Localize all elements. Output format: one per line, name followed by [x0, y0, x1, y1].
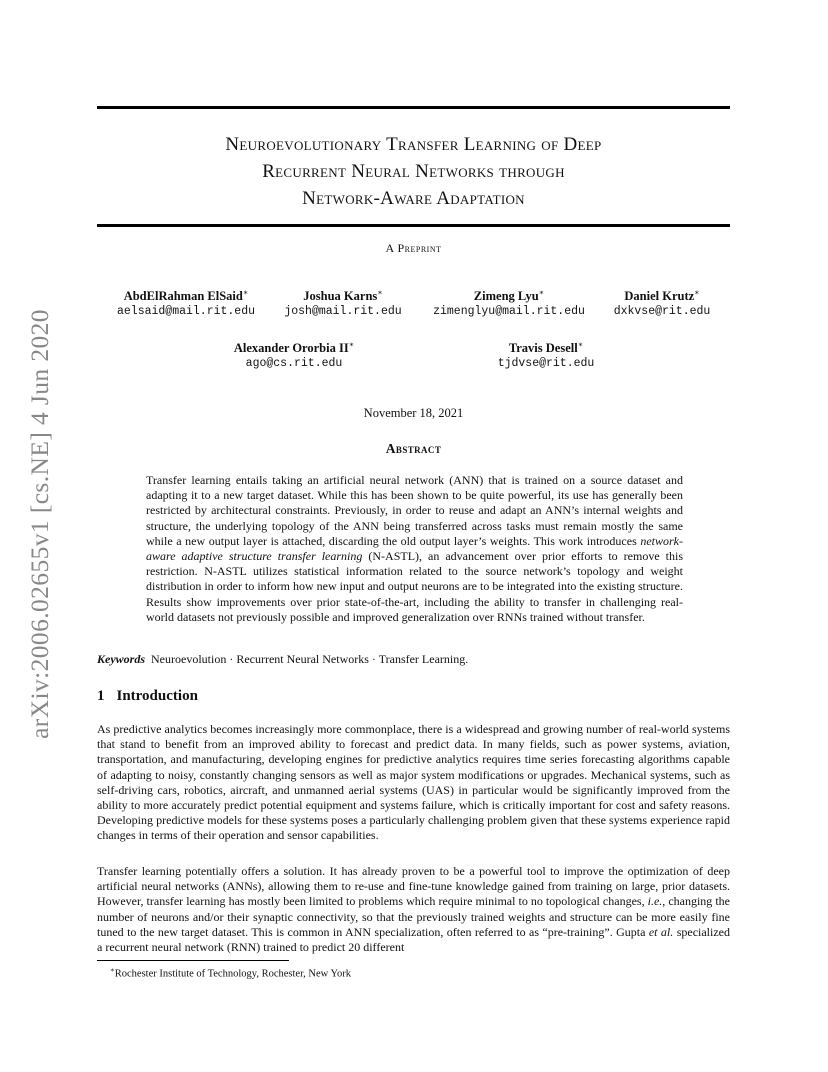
arxiv-identifier: arXiv:2006.02655v1 [cs.NE] 4 Jun 2020 [25, 309, 54, 739]
section-title: Introduction [116, 688, 198, 704]
title-bottom-rule [97, 224, 730, 227]
author-block [117, 285, 255, 320]
section-number: 1 [97, 688, 105, 704]
preprint-label: A Preprint [385, 241, 442, 255]
author-name: Daniel Krutz∗ [624, 288, 700, 304]
author-block [614, 285, 711, 320]
section-heading [97, 688, 198, 705]
author-name: Joshua Karns∗ [303, 288, 383, 304]
title-line: Neuroevolutionary Transfer Learning of Deep [225, 134, 602, 155]
title-top-rule [97, 106, 730, 109]
body-paragraph: As predictive analytics becomes increasingly more commonplace, there is a widespread and growing number of real-world systems that stand to benefit from an improved ability to forecast and predict data. In many fields, such as power systems, aviation, transportation, and manufacturing, developing engines for predictive analytics requires time series forecasting algorithms capable of adapting to noisy, constantly changing sensors as well as major system modifications or upgrades. Mechanical systems, such as self-driving cars, robotics, aircraft, and unmanned aerial systems (UAS) in particular would be significantly improved from the ability to more accurately predict potential equipment and systems failure, which is critically important for cost and safety reasons. Developing predictive models for these systems poses a particularly challenging problem given that these systems experience rapid changes in terms of their operation and sensor capabilities. [97, 722, 730, 843]
title-line: Recurrent Neural Networks through [262, 161, 565, 182]
author-block [284, 285, 401, 320]
author-email: josh@mail.rit.edu [284, 305, 402, 319]
keywords-label: Keywords [97, 652, 145, 666]
author-name: Travis Desell∗ [508, 340, 584, 356]
author-email: ago@cs.rit.edu [245, 357, 343, 371]
author-email: tjdvse@rit.edu [497, 357, 595, 371]
author-email: aelsaid@mail.rit.edu [116, 305, 256, 319]
abstract-text: Transfer learning entails taking an artificial neural network (ANN) that is trained on a source dataset and adapting it to a new target dataset. While this has been shown to be quite powerful, its use has generally been restricted by architectural constraints. Previously, in order to reuse and adapt an ANN’s internal weights and structure, the underlying topology of the ANN being transferred across tasks must remain mostly the same while a new output layer is attached, discarding the old output layer’s weights. This work introduces network-aware adaptive structure transfer learning (N-ASTL), an advancement over prior efforts to remove this restriction. N-ASTL utilizes statistical information related to the source network’s topology and weight distribution in order to inform how new input and output neurons are to be integrated into the existing structure. Results show improvements over prior state-of-the-art, including the ability to transfer in challenging real-world datasets not previously possible and improved generalization over RNNs trained without transfer. [146, 473, 683, 624]
arxiv-side-stamp [16, 296, 64, 752]
footnote-rule [97, 960, 289, 961]
abstract-heading: Abstract [385, 441, 442, 456]
author-block [433, 285, 585, 320]
author-name: Alexander Ororbia II∗ [233, 340, 355, 356]
emphasized-term: network-aware adaptive structure transfer learning [146, 533, 683, 564]
author-email: zimenglyu@mail.rit.edu [433, 305, 585, 319]
author-block [498, 337, 595, 372]
paper-title [97, 131, 730, 212]
keywords-text: Neuroevolution · Recurrent Neural Networks · Transfer Learning. [151, 652, 469, 666]
body-paragraph: Transfer learning potentially offers a solution. It has already proven to be a powerful tool to improve the optimization of deep artificial neural networks (ANNs), allowing them to re-use and fine-tune knowledge gained from training on large, prior datasets. However, transfer learning has mostly been limited to problems which require minimal to no topological changes, i.e., changing the number of neurons and/or their synaptic connectivity, so that the previously trained weights and structure can be more easily fine tuned to the new target dataset. This is common in ANN specialization, often referred to as “pre-training”. Gupta et al. specialized a recurrent neural network (RNN) trained to predict 20 different [97, 864, 730, 955]
author-block [234, 337, 354, 372]
author-name: Zimeng Lyu∗ [473, 288, 545, 304]
author-name: AbdElRahman ElSaid∗ [123, 288, 249, 304]
keywords-line [97, 652, 730, 667]
paper-date: November 18, 2021 [363, 406, 464, 420]
title-line: Network-Aware Adaptation [302, 188, 525, 209]
author-email: dxkvse@rit.edu [613, 305, 711, 319]
footnote: ∗Rochester Institute of Technology, Rochester, New York [110, 966, 351, 980]
